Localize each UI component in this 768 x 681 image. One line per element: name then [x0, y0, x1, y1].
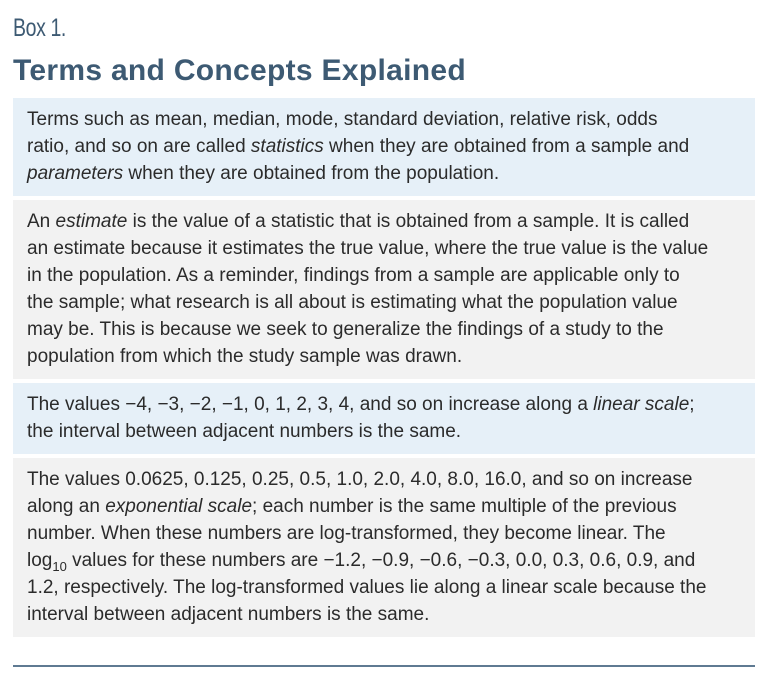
text-segment: ;: [689, 394, 695, 415]
text-line: [27, 208, 741, 235]
text-line: [27, 289, 741, 316]
text-segment: in the population. As a reminder, findings from a sample are applicable only to: [27, 265, 680, 286]
text-segment: the interval between adjacent numbers is the same.: [27, 421, 462, 442]
italic-term: estimate: [55, 211, 128, 232]
text-segment: may be. This is because we seek to generalize the findings of a study to the: [27, 319, 664, 340]
term-paragraph: [13, 200, 755, 379]
text-line: [27, 601, 741, 628]
text-segment: when they are obtained from a sample and: [323, 136, 690, 157]
term-paragraph: [13, 98, 755, 196]
text-segment: log: [27, 550, 53, 571]
text-line: [27, 466, 741, 493]
italic-term: statistics: [250, 136, 324, 157]
text-line: [27, 520, 741, 547]
text-line: [27, 160, 741, 187]
text-segment: 1.2, respectively. The log-transformed values lie along a linear scale because the: [27, 577, 707, 598]
text-segment: population from which the study sample was drawn.: [27, 346, 463, 367]
text-line: [27, 262, 741, 289]
text-line: [27, 133, 741, 160]
text-line: [27, 235, 741, 262]
text-segment: An: [27, 211, 56, 232]
text-segment: ; each number is the same multiple of the previous: [252, 496, 677, 517]
text-segment: an estimate because it estimates the true value, where the true value is the value: [27, 238, 709, 259]
text-segment: The values 0.0625, 0.125, 0.25, 0.5, 1.0, 2.0, 4.0, 8.0, 16.0, and so on increase: [27, 469, 693, 490]
text-segment: when they are obtained from the population.: [123, 163, 500, 184]
box-title: Terms and Concepts Explained: [13, 54, 466, 87]
text-line: [27, 316, 741, 343]
text-segment: the sample; what research is all about is estimating what the population value: [27, 292, 678, 313]
text-line: [27, 493, 741, 520]
text-segment: number. When these numbers are log-transformed, they become linear. The: [27, 523, 666, 544]
text-segment: Terms such as mean, median, mode, standard deviation, relative risk, odds: [27, 109, 658, 130]
italic-term: exponential scale: [105, 496, 253, 517]
text-segment: ratio, and so on are called: [27, 136, 251, 157]
text-line: [27, 391, 741, 418]
text-line: [27, 547, 741, 574]
italic-term: linear scale: [593, 394, 690, 415]
text-segment: is the value of a statistic that is obtained from a sample. It is called: [127, 211, 690, 232]
subscript: 10: [52, 558, 67, 574]
bottom-rule: [13, 665, 755, 667]
text-line: [27, 574, 741, 601]
text-line: [27, 106, 741, 133]
text-segment: interval between adjacent numbers is the same.: [27, 604, 430, 625]
box-label: Box 1.: [13, 14, 66, 42]
text-line: [27, 343, 741, 370]
text-segment: The values −4, −3, −2, −1, 0, 1, 2, 3, 4, and so on increase along a: [27, 394, 594, 415]
term-paragraph: [13, 458, 755, 637]
text-segment: values for these numbers are −1.2, −0.9, −0.6, −0.3, 0.0, 0.3, 0.6, 0.9, and: [66, 550, 696, 571]
text-line: [27, 418, 741, 445]
term-paragraph: [13, 383, 755, 454]
terms-table: [13, 98, 755, 641]
italic-term: parameters: [27, 163, 124, 184]
text-segment: along an: [27, 496, 106, 517]
